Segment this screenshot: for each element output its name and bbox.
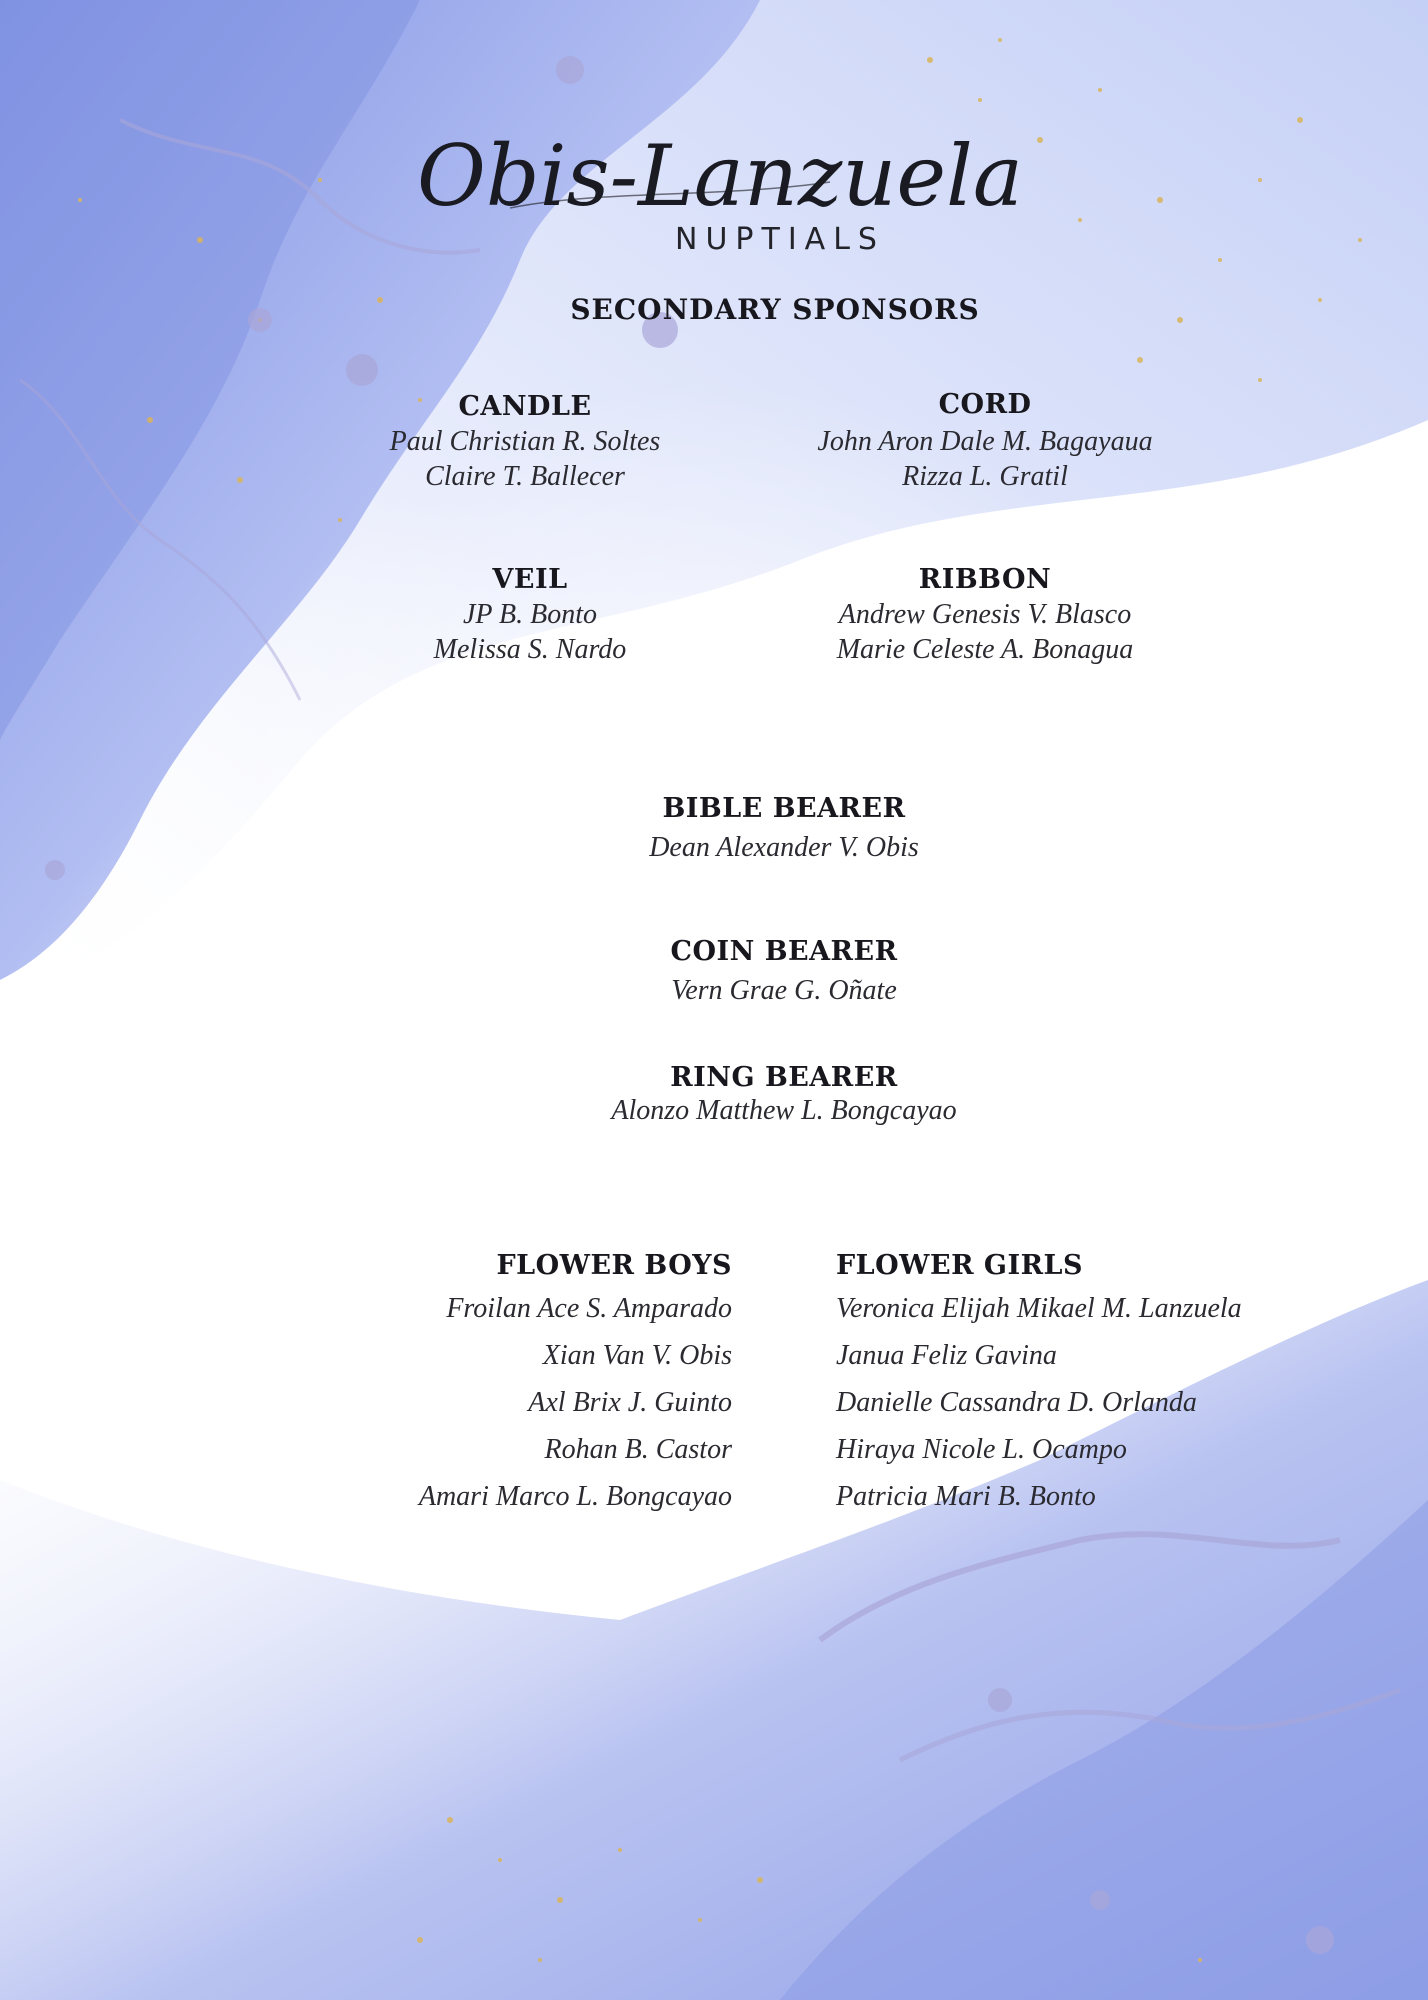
list-item: Rohan B. Castor <box>544 1434 732 1465</box>
veil-name: JP B. Bonto <box>462 599 597 630</box>
list-item: Froilan Ace S. Amparado <box>446 1293 732 1324</box>
list-item: Patricia Mari B. Bonto <box>836 1481 1096 1512</box>
flower-boys-label: FLOWER BOYS <box>496 1250 732 1281</box>
list-item: Axl Brix J. Guinto <box>528 1387 732 1418</box>
section-title: SECONDARY SPONSORS <box>570 293 980 326</box>
ribbon-name: Andrew Genesis V. Blasco <box>838 599 1132 630</box>
ribbon-label: RIBBON <box>918 564 1052 595</box>
sponsor-ribbon <box>785 564 1185 667</box>
flower-boys-list <box>330 1285 732 1520</box>
list-item: Veronica Elijah Mikael M. Lanzuela <box>836 1293 1242 1324</box>
candle-name: Claire T. Ballecer <box>425 461 625 492</box>
coin-bearer-label: COIN BEARER <box>670 936 898 967</box>
script-title-text: Obis-Lanzuela <box>417 127 1023 225</box>
bible-bearer <box>484 793 1084 865</box>
subtitle-nuptials: NUPTIALS <box>675 222 885 257</box>
cord-label: CORD <box>938 389 1032 420</box>
sponsor-candle <box>330 391 720 494</box>
flower-girls-label: FLOWER GIRLS <box>836 1250 1084 1281</box>
list-item: Xian Van V. Obis <box>542 1340 732 1371</box>
bible-bearer-label: BIBLE BEARER <box>662 793 906 824</box>
ribbon-name: Marie Celeste A. Bonagua <box>836 634 1134 665</box>
candle-name: Paul Christian R. Soltes <box>389 426 661 457</box>
sponsor-cord <box>785 389 1185 494</box>
flower-boys <box>330 1250 732 1520</box>
cord-name: John Aron Dale M. Bagayaua <box>817 426 1153 457</box>
list-item: Hiraya Nicole L. Ocampo <box>836 1434 1127 1465</box>
sponsor-veil <box>330 564 730 667</box>
list-item: Janua Feliz Gavina <box>836 1340 1057 1371</box>
veil-label: VEIL <box>492 564 568 595</box>
cord-name: Rizza L. Gratil <box>902 461 1068 492</box>
flower-girls <box>836 1250 1336 1520</box>
ring-bearer <box>484 1062 1084 1128</box>
flower-girls-list <box>836 1285 1336 1520</box>
ring-bearer-label: RING BEARER <box>670 1062 898 1093</box>
veil-name: Melissa S. Nardo <box>433 634 627 665</box>
coin-bearer-name: Vern Grae G. Oñate <box>671 975 897 1006</box>
coin-bearer <box>484 936 1084 1008</box>
list-item: Danielle Cassandra D. Orlanda <box>836 1387 1197 1418</box>
bible-bearer-name: Dean Alexander V. Obis <box>649 832 919 863</box>
list-item: Amari Marco L. Bongcayao <box>418 1481 732 1512</box>
ring-bearer-name: Alonzo Matthew L. Bongcayao <box>611 1095 957 1126</box>
candle-label: CANDLE <box>458 391 592 422</box>
